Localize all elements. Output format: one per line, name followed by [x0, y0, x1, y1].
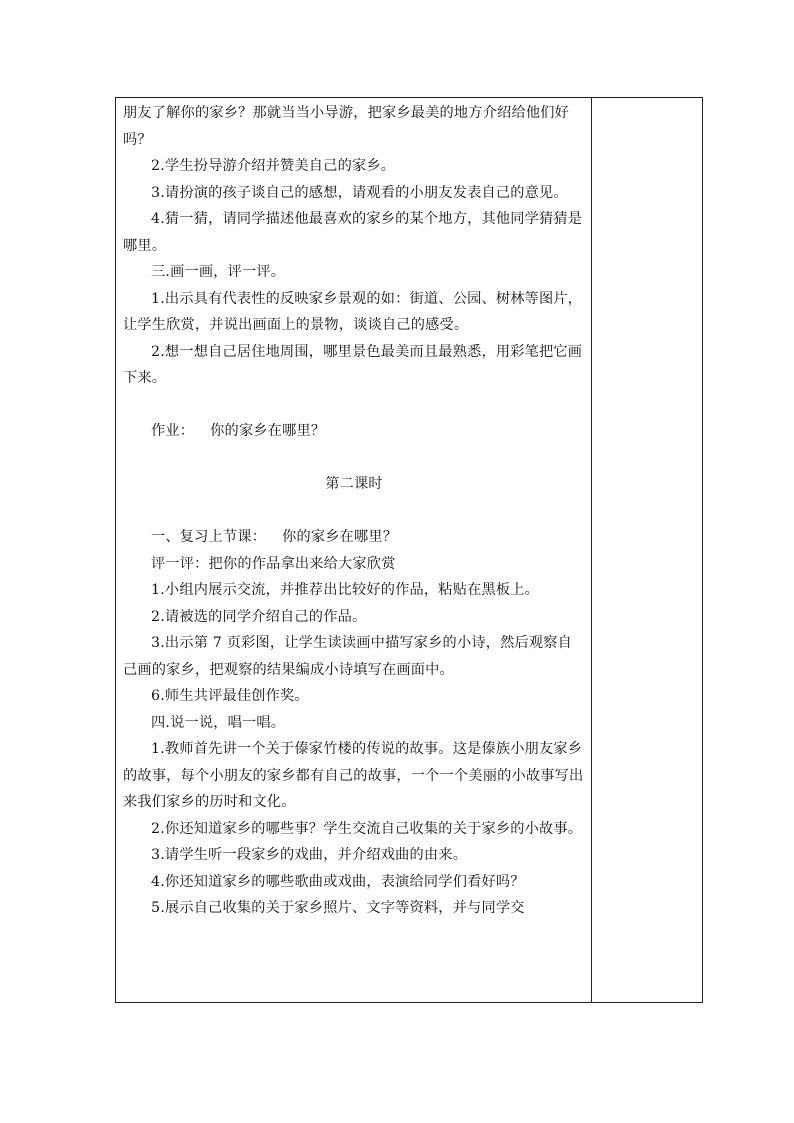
- paragraph: 1.小组内展示交流，并推荐出比较好的作品，粘贴在黑板上。: [151, 582, 540, 598]
- lesson-plan-table: [115, 97, 703, 1003]
- section-heading: 四.说一说，唱一唱。: [151, 714, 286, 731]
- homework-text: 你的家乡在哪里？: [210, 423, 326, 439]
- paragraph: 4.你还知道家乡的哪些歌曲或戏曲，表演给同学们看好吗？: [151, 873, 525, 890]
- homework-label: 作业：: [151, 423, 195, 439]
- paragraph: 3.请学生听一段家乡的戏曲，并介绍戏曲的由来。: [151, 847, 468, 863]
- review-line: [123, 524, 585, 551]
- paragraph: 3.出示第 7 页彩图，让学生读读画中描写家乡的小诗，然后观察自己画的家乡，把观察的结果编成小诗填写在画面中。: [123, 635, 573, 678]
- paragraph: 2.学生扮导游介绍并赞美自己的家乡。: [151, 158, 396, 174]
- notes-cell: [592, 98, 702, 1002]
- paragraph: 2.请被选的同学介绍自己的作品。: [151, 608, 367, 625]
- blank-line: [123, 498, 585, 525]
- paragraph: 2.想一想自己居住地周围，哪里景色最美而且最熟悉，用彩笔把它画下来。: [123, 343, 583, 386]
- review-text: 你的家乡在哪里？: [282, 529, 398, 545]
- section-title: 第二课时: [325, 476, 383, 492]
- paragraph: 3.请扮演的孩子谈自己的感想，请观看的小朋友发表自己的意见。: [151, 184, 568, 201]
- paragraph: 6.师生共评最佳创作奖。: [151, 688, 309, 704]
- paragraph: 朋友了解你的家乡？那就当当小导游，把家乡最美的地方介绍给他们好吗？: [123, 105, 570, 148]
- review-label: 一、复习上节课：: [151, 529, 267, 545]
- paragraph: 1.出示具有代表性的反映家乡景观的如：街道、公园、树林等图片，让学生欣赏，并说出画面上的景物，谈谈自己的感受。: [123, 290, 583, 333]
- blank-line: [123, 445, 585, 472]
- section-heading: 三.画一画，评一评。: [151, 264, 286, 280]
- blank-line: [123, 392, 585, 419]
- paragraph: 评一评：把你的作品拿出来给大家欣赏: [151, 555, 396, 572]
- paragraph: 1.教师首先讲一个关于傣家竹楼的传说的故事。这是傣族小朋友家乡的故事，每个小朋友的家乡都有自己的故事，一个一个美丽的小故事写出来我们家乡的历时和文化。: [123, 741, 584, 810]
- paragraph: 2.你还知道家乡的哪些事？学生交流自己收集的关于家乡的小故事。: [151, 820, 583, 837]
- paragraph: 5.展示自己收集的关于家乡照片、文字等资料，并与同学交: [151, 900, 525, 916]
- paragraph: 4.猜一猜，请同学描述他最喜欢的家乡的某个地方，其他同学猜猜是哪里。: [123, 211, 583, 254]
- lesson-content-cell: [123, 100, 585, 922]
- homework-line: [123, 418, 585, 445]
